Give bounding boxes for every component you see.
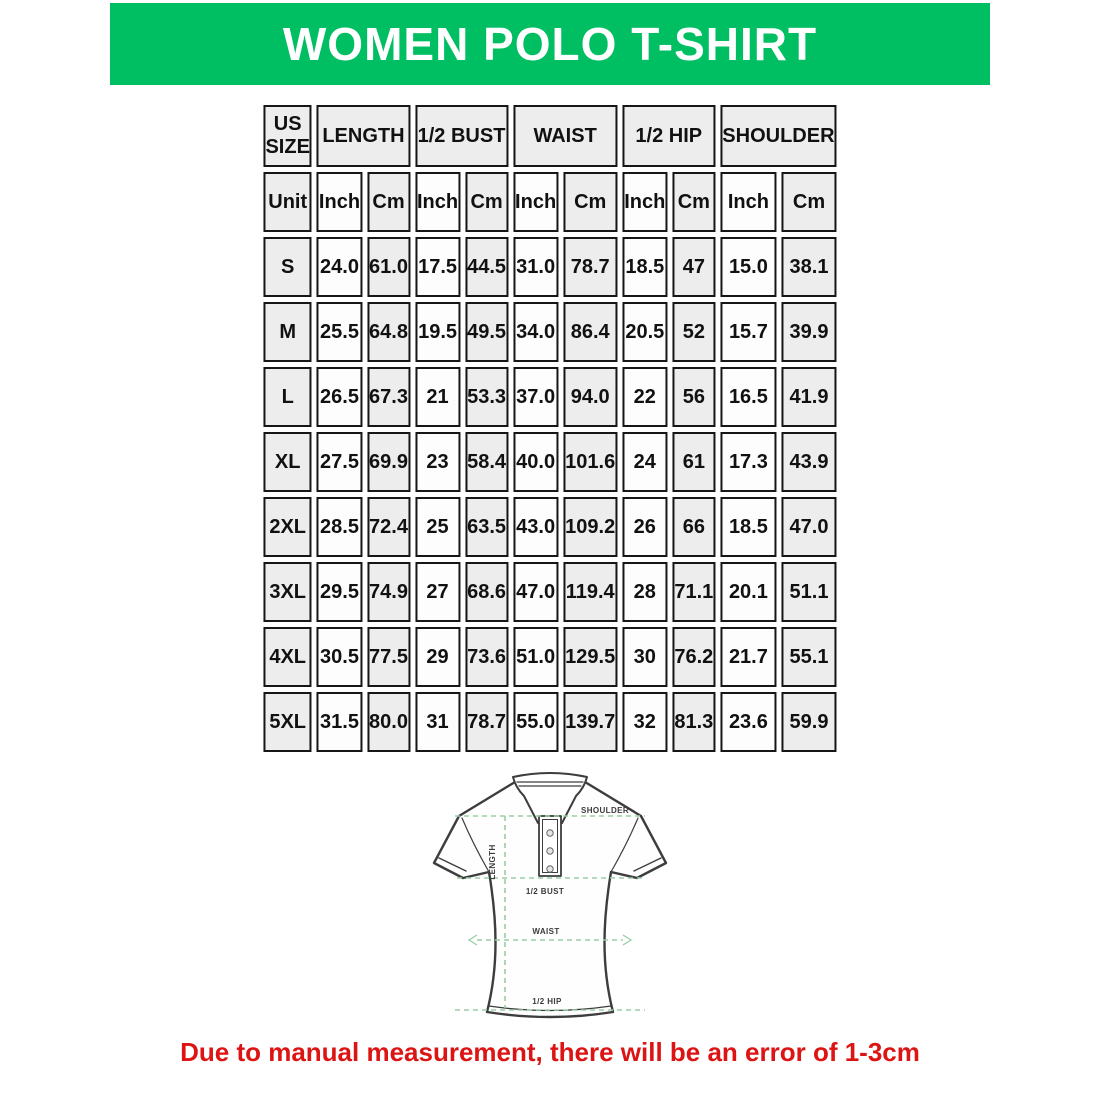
value-cell: 129.5 xyxy=(563,627,617,687)
unit-label-cell: Unit xyxy=(263,172,311,232)
value-cell: 94.0 xyxy=(563,367,617,427)
value-cell: 59.9 xyxy=(782,692,837,752)
value-cell: 41.9 xyxy=(782,367,837,427)
value-cell: 28.5 xyxy=(317,497,362,557)
size-cell: XL xyxy=(263,432,311,492)
unit-cell: Inch xyxy=(720,172,776,232)
size-table-wrap xyxy=(258,100,841,757)
value-cell: 32 xyxy=(622,692,667,752)
value-cell: 30.5 xyxy=(317,627,362,687)
value-cell: 17.5 xyxy=(415,237,460,297)
table-row xyxy=(263,302,836,362)
value-cell: 61 xyxy=(672,432,715,492)
size-cell: 3XL xyxy=(263,562,311,622)
table-row xyxy=(263,562,836,622)
value-cell: 15.7 xyxy=(720,302,776,362)
size-table-body xyxy=(263,237,836,752)
page-title: WOMEN POLO T-SHIRT xyxy=(282,18,818,70)
value-cell: 77.5 xyxy=(367,627,410,687)
value-cell: 27.5 xyxy=(317,432,362,492)
value-cell: 55.0 xyxy=(513,692,558,752)
value-cell: 61.0 xyxy=(367,237,410,297)
value-cell: 37.0 xyxy=(513,367,558,427)
value-cell: 17.3 xyxy=(720,432,776,492)
value-cell: 51.0 xyxy=(513,627,558,687)
value-cell: 31.0 xyxy=(513,237,558,297)
value-cell: 43.9 xyxy=(782,432,837,492)
value-cell: 51.1 xyxy=(782,562,837,622)
value-cell: 139.7 xyxy=(563,692,617,752)
measurement-disclaimer: Due to manual measurement, there will be an error of 1-3cm xyxy=(180,1037,920,1067)
value-cell: 29 xyxy=(415,627,460,687)
value-cell: 76.2 xyxy=(672,627,715,687)
length-label: LENGTH xyxy=(488,844,497,880)
value-cell: 18.5 xyxy=(622,237,667,297)
value-cell: 24.0 xyxy=(317,237,362,297)
size-cell: 5XL xyxy=(263,692,311,752)
value-cell: 78.7 xyxy=(563,237,617,297)
value-cell: 26.5 xyxy=(317,367,362,427)
bust-label: 1/2 BUST xyxy=(525,887,565,896)
header-us-size: US SIZE xyxy=(263,105,311,167)
table-row xyxy=(263,432,836,492)
value-cell: 63.5 xyxy=(465,497,508,557)
value-cell: 67.3 xyxy=(367,367,410,427)
size-cell: L xyxy=(263,367,311,427)
value-cell: 39.9 xyxy=(782,302,837,362)
unit-cell: Cm xyxy=(782,172,837,232)
value-cell: 71.1 xyxy=(672,562,715,622)
value-cell: 66 xyxy=(672,497,715,557)
value-cell: 81.3 xyxy=(672,692,715,752)
unit-cell: Inch xyxy=(622,172,667,232)
size-table xyxy=(258,100,841,757)
unit-cell: Inch xyxy=(317,172,362,232)
value-cell: 52 xyxy=(672,302,715,362)
value-cell: 27 xyxy=(415,562,460,622)
value-cell: 26 xyxy=(622,497,667,557)
size-cell: S xyxy=(263,237,311,297)
value-cell: 53.3 xyxy=(465,367,508,427)
unit-cell: Cm xyxy=(367,172,410,232)
value-cell: 22 xyxy=(622,367,667,427)
value-cell: 119.4 xyxy=(563,562,617,622)
value-cell: 56 xyxy=(672,367,715,427)
unit-cell: Cm xyxy=(563,172,617,232)
value-cell: 21.7 xyxy=(720,627,776,687)
polo-shirt-icon xyxy=(415,760,685,1045)
value-cell: 49.5 xyxy=(465,302,508,362)
value-cell: 72.4 xyxy=(367,497,410,557)
table-row xyxy=(263,692,836,752)
value-cell: 47.0 xyxy=(513,562,558,622)
shoulder-label: SHOULDER xyxy=(580,806,630,815)
table-row xyxy=(263,237,836,297)
value-cell: 15.0 xyxy=(720,237,776,297)
value-cell: 20.5 xyxy=(622,302,667,362)
value-cell: 34.0 xyxy=(513,302,558,362)
value-cell: 47.0 xyxy=(782,497,837,557)
unit-cell: Inch xyxy=(513,172,558,232)
value-cell: 68.6 xyxy=(465,562,508,622)
unit-cell: Cm xyxy=(672,172,715,232)
value-cell: 30 xyxy=(622,627,667,687)
value-cell: 101.6 xyxy=(563,432,617,492)
table-row xyxy=(263,367,836,427)
value-cell: 20.1 xyxy=(720,562,776,622)
unit-header-row xyxy=(263,172,836,232)
value-cell: 23.6 xyxy=(720,692,776,752)
hip-label: 1/2 HIP xyxy=(532,997,562,1006)
value-cell: 64.8 xyxy=(367,302,410,362)
unit-cell: Cm xyxy=(465,172,508,232)
value-cell: 31 xyxy=(415,692,460,752)
value-cell: 23 xyxy=(415,432,460,492)
value-cell: 86.4 xyxy=(563,302,617,362)
value-cell: 16.5 xyxy=(720,367,776,427)
size-cell: 4XL xyxy=(263,627,311,687)
waist-label: WAIST xyxy=(532,927,560,936)
size-cell: 2XL xyxy=(263,497,311,557)
value-cell: 38.1 xyxy=(782,237,837,297)
header-half-bust: 1/2 BUST xyxy=(415,105,508,167)
value-cell: 24 xyxy=(622,432,667,492)
polo-measurement-diagram xyxy=(415,760,685,1045)
header-shoulder: SHOULDER xyxy=(720,105,836,167)
value-cell: 69.9 xyxy=(367,432,410,492)
table-row xyxy=(263,627,836,687)
value-cell: 47 xyxy=(672,237,715,297)
header-half-hip: 1/2 HIP xyxy=(622,105,715,167)
value-cell: 25.5 xyxy=(317,302,362,362)
value-cell: 31.5 xyxy=(317,692,362,752)
value-cell: 40.0 xyxy=(513,432,558,492)
value-cell: 25 xyxy=(415,497,460,557)
table-row xyxy=(263,497,836,557)
value-cell: 18.5 xyxy=(720,497,776,557)
group-header-row xyxy=(263,105,836,167)
value-cell: 21 xyxy=(415,367,460,427)
value-cell: 80.0 xyxy=(367,692,410,752)
unit-cell: Inch xyxy=(415,172,460,232)
value-cell: 109.2 xyxy=(563,497,617,557)
value-cell: 28 xyxy=(622,562,667,622)
header-length: LENGTH xyxy=(317,105,410,167)
value-cell: 74.9 xyxy=(367,562,410,622)
title-banner xyxy=(110,3,990,85)
value-cell: 73.6 xyxy=(465,627,508,687)
value-cell: 19.5 xyxy=(415,302,460,362)
value-cell: 78.7 xyxy=(465,692,508,752)
value-cell: 58.4 xyxy=(465,432,508,492)
value-cell: 55.1 xyxy=(782,627,837,687)
value-cell: 43.0 xyxy=(513,497,558,557)
size-cell: M xyxy=(263,302,311,362)
value-cell: 44.5 xyxy=(465,237,508,297)
header-waist: WAIST xyxy=(513,105,617,167)
value-cell: 29.5 xyxy=(317,562,362,622)
